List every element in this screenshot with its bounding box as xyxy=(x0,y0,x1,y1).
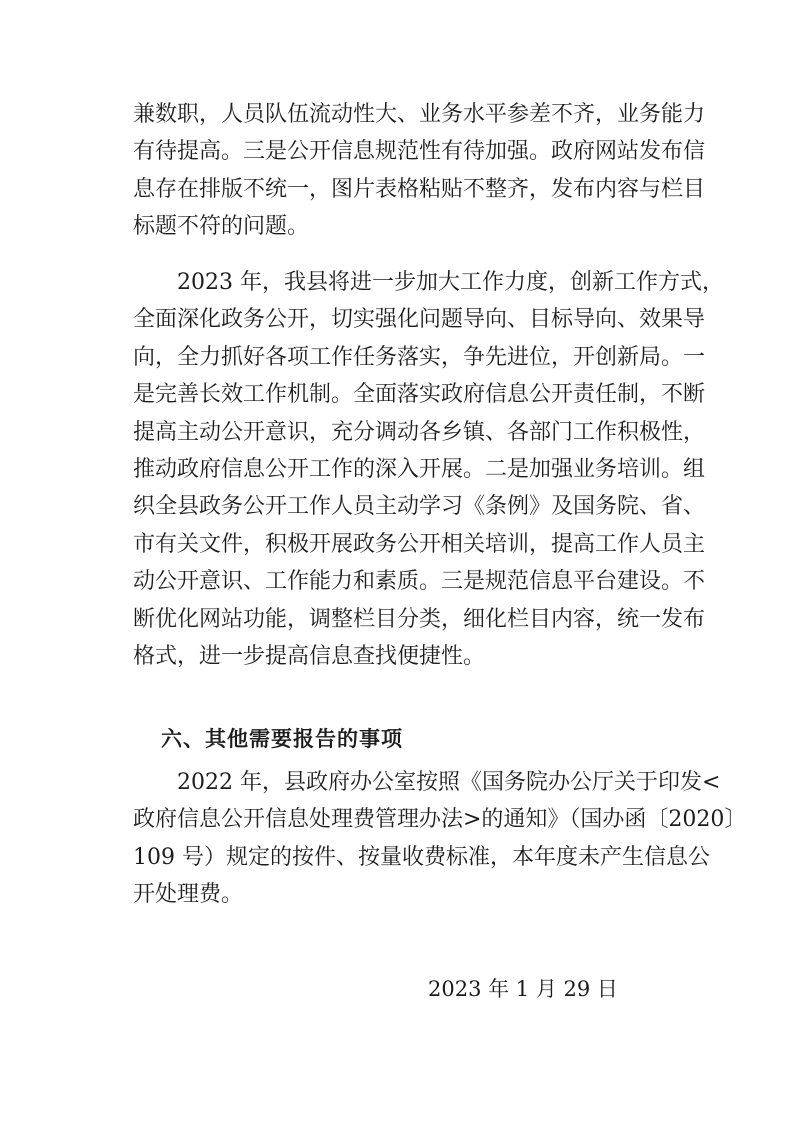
text-line: 2023 年，我县将进一步加大工作力度，创新工作方式， xyxy=(177,270,724,295)
text-line: 提高主动公开意识，充分调动各乡镇、各部门工作积极性， xyxy=(133,419,706,445)
text-line: 兼数职，人员队伍流动性大、业务水平参差不齐，业务能力 xyxy=(133,102,706,127)
text-line: 开处理费。 xyxy=(133,882,244,908)
text-line: 是完善长效工作机制。全面落实政府信息公开责任制，不断 xyxy=(133,382,706,408)
text-line: 格式，进一步提高信息查找便捷性。 xyxy=(133,643,486,669)
text-line: 息存在排版不统一，图片表格粘贴不整齐，发布内容与栏目 xyxy=(133,176,706,202)
text-line: 标题不符的问题。 xyxy=(133,214,310,240)
paragraph-fee-statement xyxy=(133,764,747,914)
paragraph-2023-plan xyxy=(133,264,724,675)
text-line: 动公开意识、工作能力和素质。三是规范信息平台建设。不 xyxy=(133,569,706,595)
text-line: 推动政府信息公开工作的深入开展。二是加强业务培训。组 xyxy=(133,456,706,482)
text-line: 2022 年，县政府办公室按照《国务院办公厅关于印发< xyxy=(177,770,721,795)
text-line: 全面深化政务公开，切实强化问题导向、目标导向、效果导 xyxy=(133,307,706,333)
text-line: 断优化网站功能，调整栏目分类，细化栏目内容，统一发布 xyxy=(133,606,706,632)
document-date: 2023 年 1 月 29 日 xyxy=(428,977,618,1001)
section-heading: 六、其他需要报告的事项 xyxy=(161,727,403,751)
text-line: 织全县政务公开工作人员主动学习《条例》及国务院、省、 xyxy=(133,494,706,520)
text-line: 市有关文件，积极开展政务公开相关培训，提高工作人员主 xyxy=(133,531,706,557)
text-line: 向，全力抓好各项工作任务落实，争先进位，开创新局。一 xyxy=(133,344,706,370)
text-line: 政府信息公开信息处理费管理办法>的通知》（国办函〔2020〕 xyxy=(133,807,747,833)
text-line: 109 号）规定的按件、按量收费标准，本年度未产生信息公 xyxy=(133,844,710,870)
paragraph-staffing-issues xyxy=(133,96,706,246)
text-line: 有待提高。三是公开信息规范性有待加强。政府网站发布信 xyxy=(133,139,706,165)
